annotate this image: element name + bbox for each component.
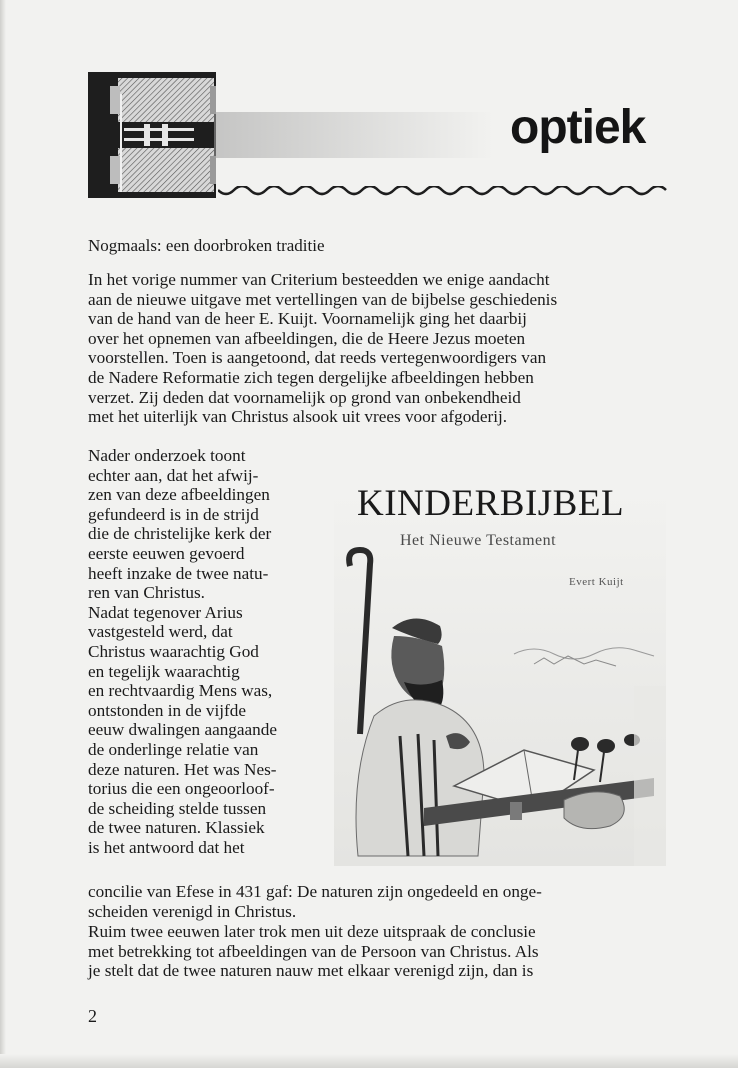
text-line: heeft inzake de twee natu- (88, 563, 269, 583)
paragraph-council (88, 882, 542, 921)
text-line: met betrekking tot afbeeldingen van de Persoon van Christus. Als (88, 941, 539, 961)
binoculars-logo (88, 72, 216, 198)
paragraph-intro (88, 270, 557, 427)
text-line: scheiden verenigd in Christus. (88, 901, 297, 921)
text-line: van de hand van de heer E. Kuijt. Voornamelijk ging het daarbij (88, 309, 527, 329)
text-line: die de christelijke kerk der (88, 524, 272, 544)
text-line: voorstellen. Toen is aangetoond, dat reeds vertegenwoordigers van (88, 348, 547, 368)
text-line: concilie van Efese in 431 gaf: De naturen zijn ongedeeld en onge- (88, 882, 542, 901)
text-line: torius die een ongeoorloof- (88, 779, 275, 799)
text-line: Nader onderzoek toont (88, 446, 246, 465)
paragraph-column (88, 446, 277, 857)
text-line: Ruim twee eeuwen later trok men uit deze uitspraak de conclusie (88, 922, 536, 941)
text-line: de Nadere Reformatie zich tegen dergelijke afbeeldingen hebben (88, 367, 534, 387)
wave-divider (218, 186, 670, 200)
text-line: eeuw dwalingen aangaande (88, 720, 277, 740)
text-line: eerste eeuwen gevoerd (88, 543, 245, 563)
book-cover-subtitle: Het Nieuwe Testament (400, 532, 557, 549)
text-line: ontstonden in de vijfde (88, 700, 247, 720)
text-line: deze naturen. Het was Nes- (88, 759, 277, 779)
text-line: over het opnemen van afbeeldingen, die de Heere Jezus moeten (88, 328, 526, 348)
text-line: en tegelijk waarachtig (88, 661, 240, 681)
page-bottom-shadow (0, 1054, 738, 1068)
text-line: je stelt dat de twee naturen nauw met elkaar verenigd zijn, dan is (88, 961, 534, 981)
text-line: verzet. Zij deden dat voornamelijk op grond van onbekendheid (88, 387, 521, 407)
page-number: 2 (88, 1006, 97, 1026)
book-cover-title: KINDERBIJBEL (357, 483, 625, 524)
text-line: en rechtvaardig Mens was, (88, 681, 273, 701)
text-line: zen van deze afbeeldingen (88, 485, 270, 505)
light-beam (214, 112, 494, 158)
text-line: Nadat tegenover Arius (88, 602, 243, 622)
text-line: gefundeerd is in de strijd (88, 504, 259, 524)
book-cover-author: Evert Kuijt (569, 576, 624, 588)
text-line: aan de nieuwe uitgave met vertellingen van de bijbelse geschiedenis (88, 289, 558, 309)
text-line: de onderlinge relatie van (88, 739, 259, 759)
paragraph-conclusion (88, 922, 539, 981)
text-line: Christus waarachtig God (88, 641, 259, 661)
text-line: met het uiterlijk van Christus alsook uit vrees voor afgoderij. (88, 407, 508, 427)
section-title: optiek (510, 101, 646, 154)
text-line: is het antwoord dat het (88, 837, 245, 857)
text-line: echter aan, dat het afwij- (88, 465, 259, 485)
text-line: In het vorige nummer van Criterium besteedden we enige aandacht (88, 270, 550, 289)
article-subheading: Nogmaals: een doorbroken traditie (88, 236, 325, 255)
page-edge-shadow (0, 0, 6, 1068)
text-line: de scheiding stelde tussen (88, 798, 267, 818)
text-line: vastgesteld werd, dat (88, 622, 233, 642)
text-line: ren van Christus. (88, 583, 205, 603)
text-line: de twee naturen. Klassiek (88, 818, 265, 838)
